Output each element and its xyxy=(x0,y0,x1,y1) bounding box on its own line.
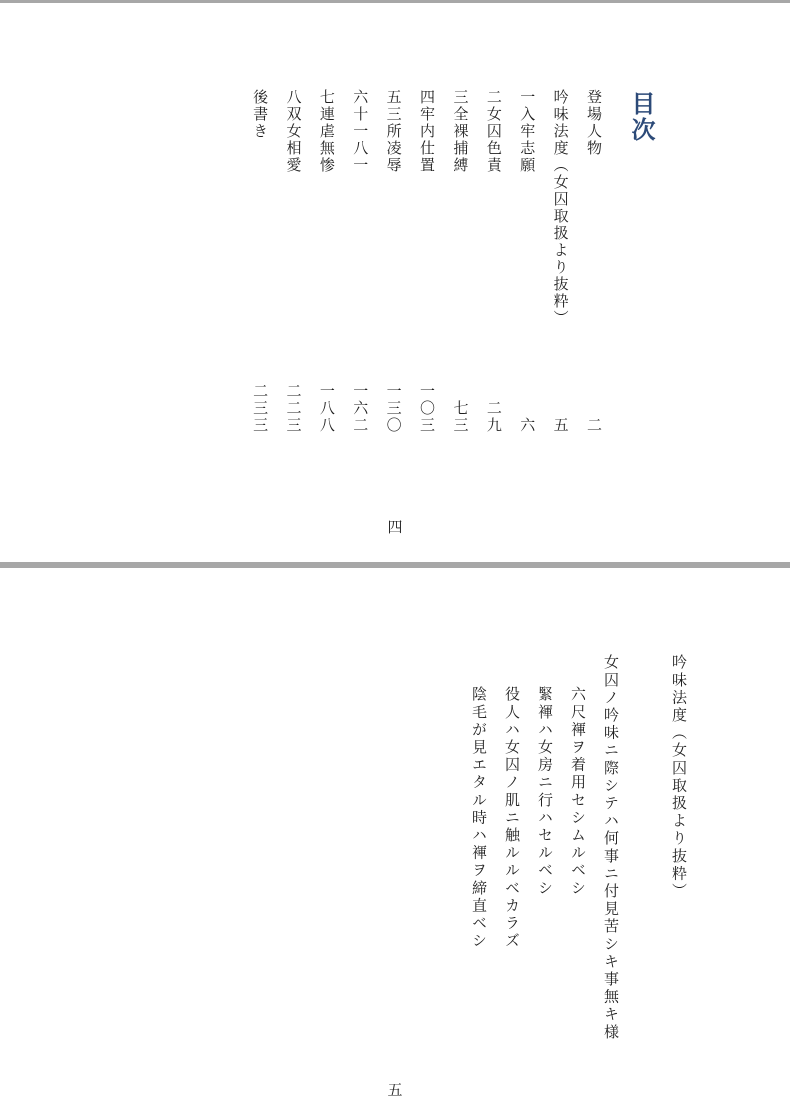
toc-entry-number: 四 xyxy=(418,89,437,106)
toc-entry-title: 牢内仕置 xyxy=(418,106,437,174)
toc-leader-dots xyxy=(543,327,576,417)
toc-entry-title: 女囚色責 xyxy=(484,106,503,174)
toc-entry-number: 六 xyxy=(351,89,370,106)
toc-entry-title: 十一八一 xyxy=(351,106,370,174)
toc-entry-page: 一〇三 xyxy=(418,383,437,434)
toc-entry-title: 登場人物 xyxy=(585,89,603,157)
toc-entry-page: 一三〇 xyxy=(384,383,403,434)
toc-entry-page: 二九 xyxy=(484,400,503,434)
toc-entry-number: 一 xyxy=(518,89,537,106)
toc-entry-number: 五 xyxy=(384,89,403,106)
toc-entry[interactable] xyxy=(410,89,443,434)
page-number: 五 xyxy=(387,1081,403,1099)
toc-entry-page: 七三 xyxy=(451,400,470,434)
toc-leader-dots xyxy=(309,174,342,383)
toc-entry-page: 六 xyxy=(518,417,537,434)
toc-leader-dots xyxy=(376,174,409,383)
toc-entry-page: 一六二 xyxy=(351,383,370,434)
toc-entry[interactable] xyxy=(510,89,543,434)
page-number: 四 xyxy=(387,518,403,536)
toc-entry[interactable] xyxy=(309,89,342,434)
toc-entry-number: 八 xyxy=(284,89,303,106)
toc-leader-dots xyxy=(577,157,610,417)
toc-entry[interactable] xyxy=(376,89,409,434)
toc-entry-page: 一八八 xyxy=(317,383,336,434)
toc-entry-page: 二二三 xyxy=(284,383,303,434)
toc-leader-dots xyxy=(476,174,509,400)
toc-leader-dots xyxy=(276,174,309,383)
toc-entry[interactable] xyxy=(276,89,309,434)
toc-entry-title: 入牢志願 xyxy=(518,106,537,174)
toc-entry[interactable] xyxy=(343,89,376,434)
rule-line: 陰毛が見エタル時ハ褌ヲ締直ベシ xyxy=(470,686,488,950)
toc-entry[interactable] xyxy=(243,89,276,434)
toc-entry-number: 二 xyxy=(484,89,503,106)
toc-entry-number: 七 xyxy=(317,89,336,106)
toc-entry-title: 全裸捕縛 xyxy=(451,106,470,174)
toc-leader-dots xyxy=(343,174,376,383)
toc-leader-dots xyxy=(410,174,443,383)
toc-entry-title: 後書き xyxy=(251,89,270,140)
toc-entry-title: 三所凌辱 xyxy=(384,106,403,174)
page-regulations xyxy=(0,568,790,1100)
toc-list xyxy=(251,89,610,434)
toc-entry-page: 五 xyxy=(551,417,570,434)
rule-line: 緊褌ハ女房ニ行ハセルベシ xyxy=(536,686,554,898)
toc-entry-page: 二 xyxy=(585,417,603,434)
toc-leader-dots xyxy=(443,174,476,400)
toc-leader-dots xyxy=(510,174,543,417)
toc-entry-number: 三 xyxy=(451,89,470,106)
toc-entry-title: 双女相愛 xyxy=(284,106,303,174)
toc-entry-title: 連虐無惨 xyxy=(317,106,336,174)
rule-line: 六尺褌ヲ着用セシムルベシ xyxy=(569,686,587,898)
toc-entry[interactable] xyxy=(476,89,509,434)
rule-line: 女囚ノ吟味ニ際シテハ何事ニ付見苦シキ事無キ様 xyxy=(602,654,620,1042)
rule-line: 役人ハ女囚ノ肌ニ触ルルベカラズ xyxy=(503,686,521,950)
toc-entry-page: 二三三 xyxy=(251,383,270,434)
toc-entry-title: 吟味法度（女囚取扱より抜粋） xyxy=(551,89,570,327)
toc-entry[interactable] xyxy=(543,89,576,434)
toc-leader-dots xyxy=(243,140,276,383)
toc-title: 目次 xyxy=(627,91,655,143)
section-heading: 吟味法度（女囚取扱より抜粋） xyxy=(670,654,688,901)
toc-entry[interactable] xyxy=(443,89,476,434)
toc-entry[interactable] xyxy=(577,89,610,434)
